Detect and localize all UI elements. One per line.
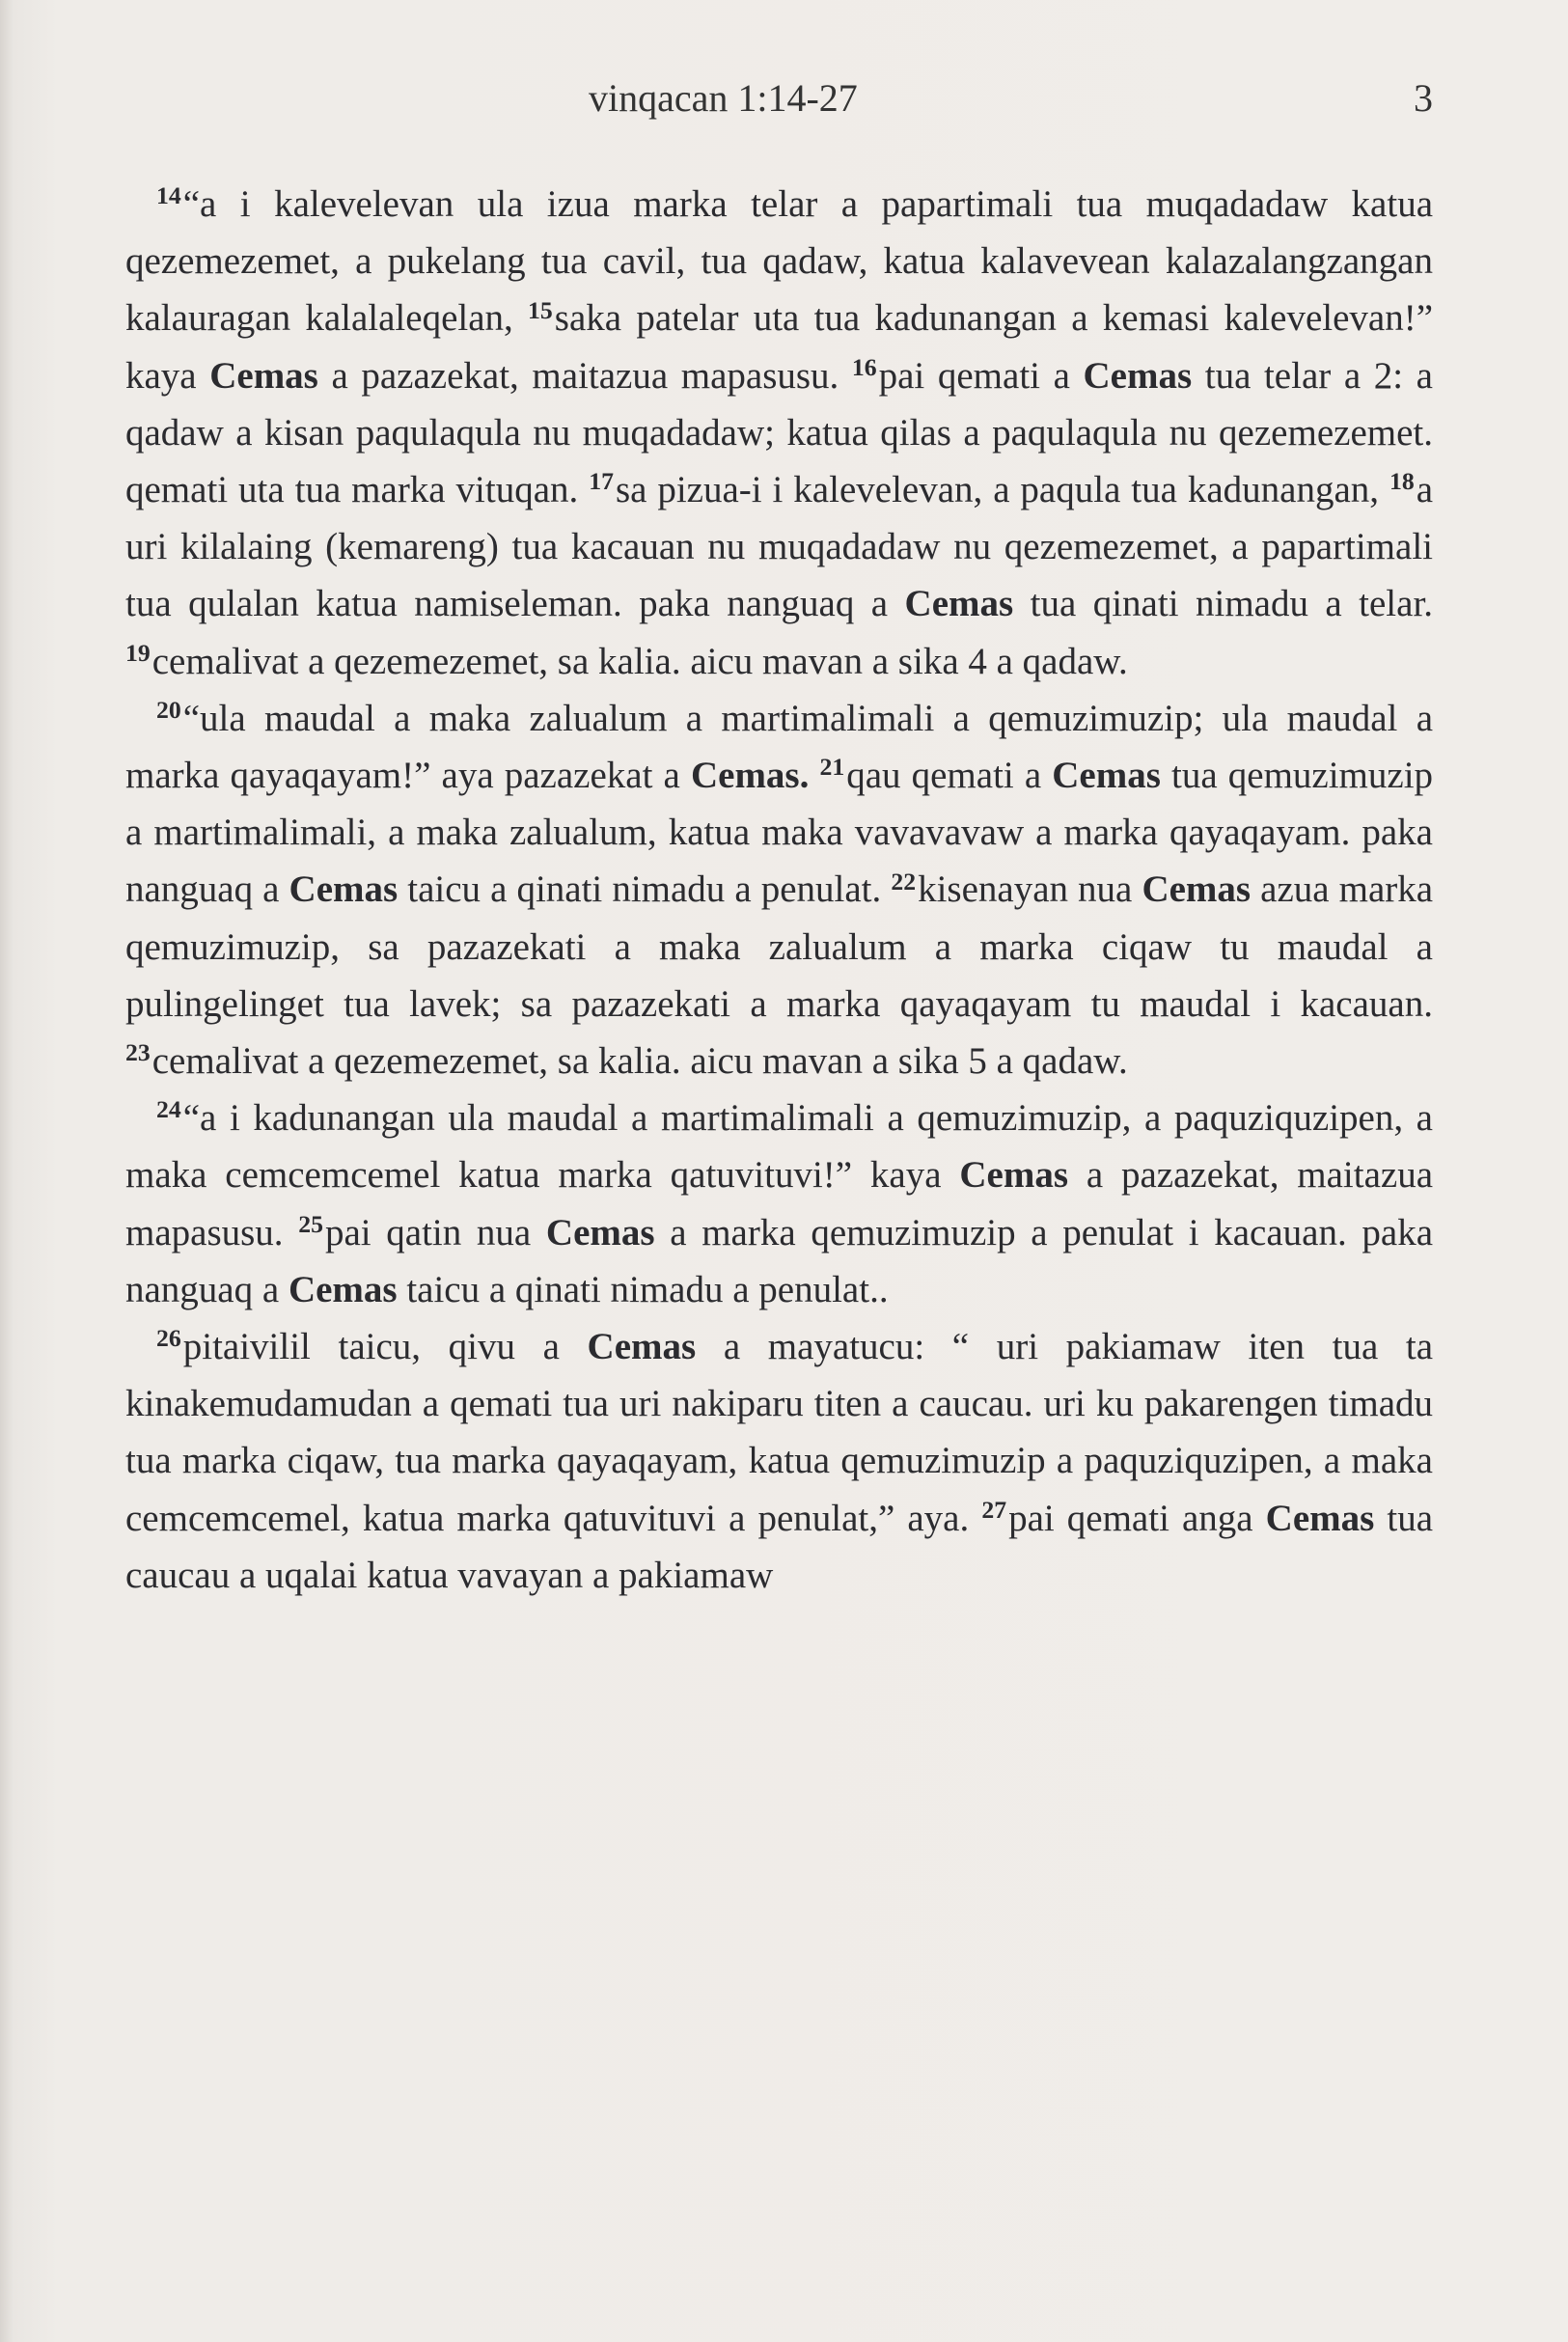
verse-text: pai qemati a — [878, 354, 1070, 397]
verse-number: 23 — [125, 1038, 151, 1067]
verse-text: cemalivat a qezemezemet, sa kalia. aicu mavan a sika 5 a qadaw. — [151, 1040, 1128, 1083]
divine-name: Cemas — [545, 1211, 655, 1254]
verse-number: 16 — [851, 352, 877, 381]
verse-text: qau qemati a — [846, 755, 1042, 797]
verse-number: 22 — [891, 867, 917, 895]
page-header — [125, 75, 1433, 133]
divine-name: Cemas — [1052, 755, 1161, 797]
verse-text: “a i kalevelevan ula izua marka telar a papartimali tua muqadadaw katua qezemezemet, a pukelang tua cavil, tua qadaw, katua kalavevean kalazalangzangan kalauragan kalalaleqelan, — [125, 183, 1433, 340]
divine-name: Cemas — [959, 1154, 1069, 1197]
verse-text: pitaivilil taicu, qivu a — [182, 1326, 560, 1368]
divine-name: Cemas — [587, 1326, 697, 1368]
paragraph — [125, 176, 1433, 690]
verse-text: “a i kadunangan ula maudal a martimalimali a qemuzimuzip, a paquziquzipen, a maka cemcemcemel katua marka qatuvituvi!” kaya — [125, 1097, 1433, 1197]
verse-text: “ula maudal a maka zalualum a martimalimali a qemuzimuzip; ula maudal a marka qayaqayam!” aya pazazekat a — [125, 697, 1433, 797]
body-text — [125, 176, 1433, 1604]
verse-text: tua qemuzimuzip a martimalimali, a maka zalualum, katua maka vavavavaw a marka qayaqayam. paka nanguaq a — [125, 755, 1434, 911]
paragraph — [125, 1089, 1433, 1318]
page-number: 3 — [1414, 76, 1433, 120]
verse-text: taicu a qinati nimadu a penulat. — [407, 868, 882, 911]
paragraph — [125, 1318, 1433, 1604]
verse-text: tua caucau a uqalai katua vavayan a pakiamaw — [125, 1497, 1434, 1596]
verse-text: cemalivat a qezemezemet, sa kalia. aicu mavan a sika 4 a qadaw. — [151, 640, 1128, 682]
divine-name: Cemas — [209, 354, 318, 397]
divine-name: Cemas — [288, 1268, 398, 1310]
verse-text: tua qinati nimadu a telar. — [1030, 583, 1434, 625]
divine-name: Cemas — [289, 868, 399, 911]
verse-text: a mayatucu: “ uri pakiamaw iten tua ta kinakemudamudan a qemati tua uri nakiparu titen a caucau. uri ku pakarengen timadu tua marka ciqaw, tua marka qayaqayam, katua qemuzimuzip a paquziquzipen, a maka cemcemcemel, katua marka qatuvituvi a penulat,” aya. — [125, 1326, 1434, 1539]
verse-text: pai qemati anga — [1008, 1497, 1253, 1539]
divine-name: Cemas — [904, 583, 1014, 625]
verse-text: a pazazekat, maitazua mapasusu. — [125, 1154, 1434, 1254]
running-title: vinqacan 1:14-27 — [589, 76, 858, 120]
divine-name: Cemas. — [690, 755, 810, 797]
verse-text: sa pizua-i i kalevelevan, a paqula tua kadunangan, — [615, 469, 1380, 511]
verse-text: a uri kilalaing (kemareng) tua kacauan nu muqadadaw nu qezemezemet, a papartimali tua qulalan katua namiseleman. paka nanguaq a — [125, 469, 1434, 625]
verse-text: taicu a qinati nimadu a penulat.. — [406, 1268, 889, 1310]
verse-text: kisenayan nua — [918, 868, 1133, 911]
verse-number: 27 — [981, 1495, 1007, 1524]
verse-text: a pazazekat, maitazua mapasusu. — [331, 354, 839, 397]
paragraph — [125, 690, 1433, 1089]
verse-text: tua telar a 2: a qadaw a kisan paqulaqula nu muqadadaw; katua qilas a paqulaqula nu qezemezemet. qemati uta tua marka vituqan. — [125, 354, 1433, 511]
verse-number: 19 — [125, 638, 151, 667]
verse-text: azua marka qemuzimuzip, sa pazazekati a maka zalualum a marka ciqaw tu maudal a pulingelinget tua lavek; sa pazazekati a marka qayaqayam tu maudal i kacauan. — [125, 868, 1434, 1025]
verse-text: a marka qemuzimuzip a penulat i kacauan. paka nanguaq a — [125, 1211, 1434, 1310]
verse-number: 26 — [156, 1324, 181, 1353]
verse-number: 21 — [819, 753, 845, 782]
verse-number: 14 — [156, 181, 181, 210]
verse-text: saka patelar uta tua kadunangan a kemasi kalevelevan!” kaya — [125, 297, 1434, 397]
verse-number: 25 — [298, 1209, 323, 1238]
verse-number: 20 — [156, 695, 181, 724]
divine-name: Cemas — [1265, 1497, 1375, 1539]
divine-name: Cemas — [1142, 868, 1252, 911]
verse-text: pai qatin nua — [324, 1211, 532, 1254]
verse-number: 15 — [528, 295, 553, 324]
verse-number: 24 — [156, 1095, 181, 1124]
verse-number: 18 — [1389, 467, 1415, 496]
divine-name: Cemas — [1083, 354, 1193, 397]
verse-number: 17 — [589, 467, 614, 496]
